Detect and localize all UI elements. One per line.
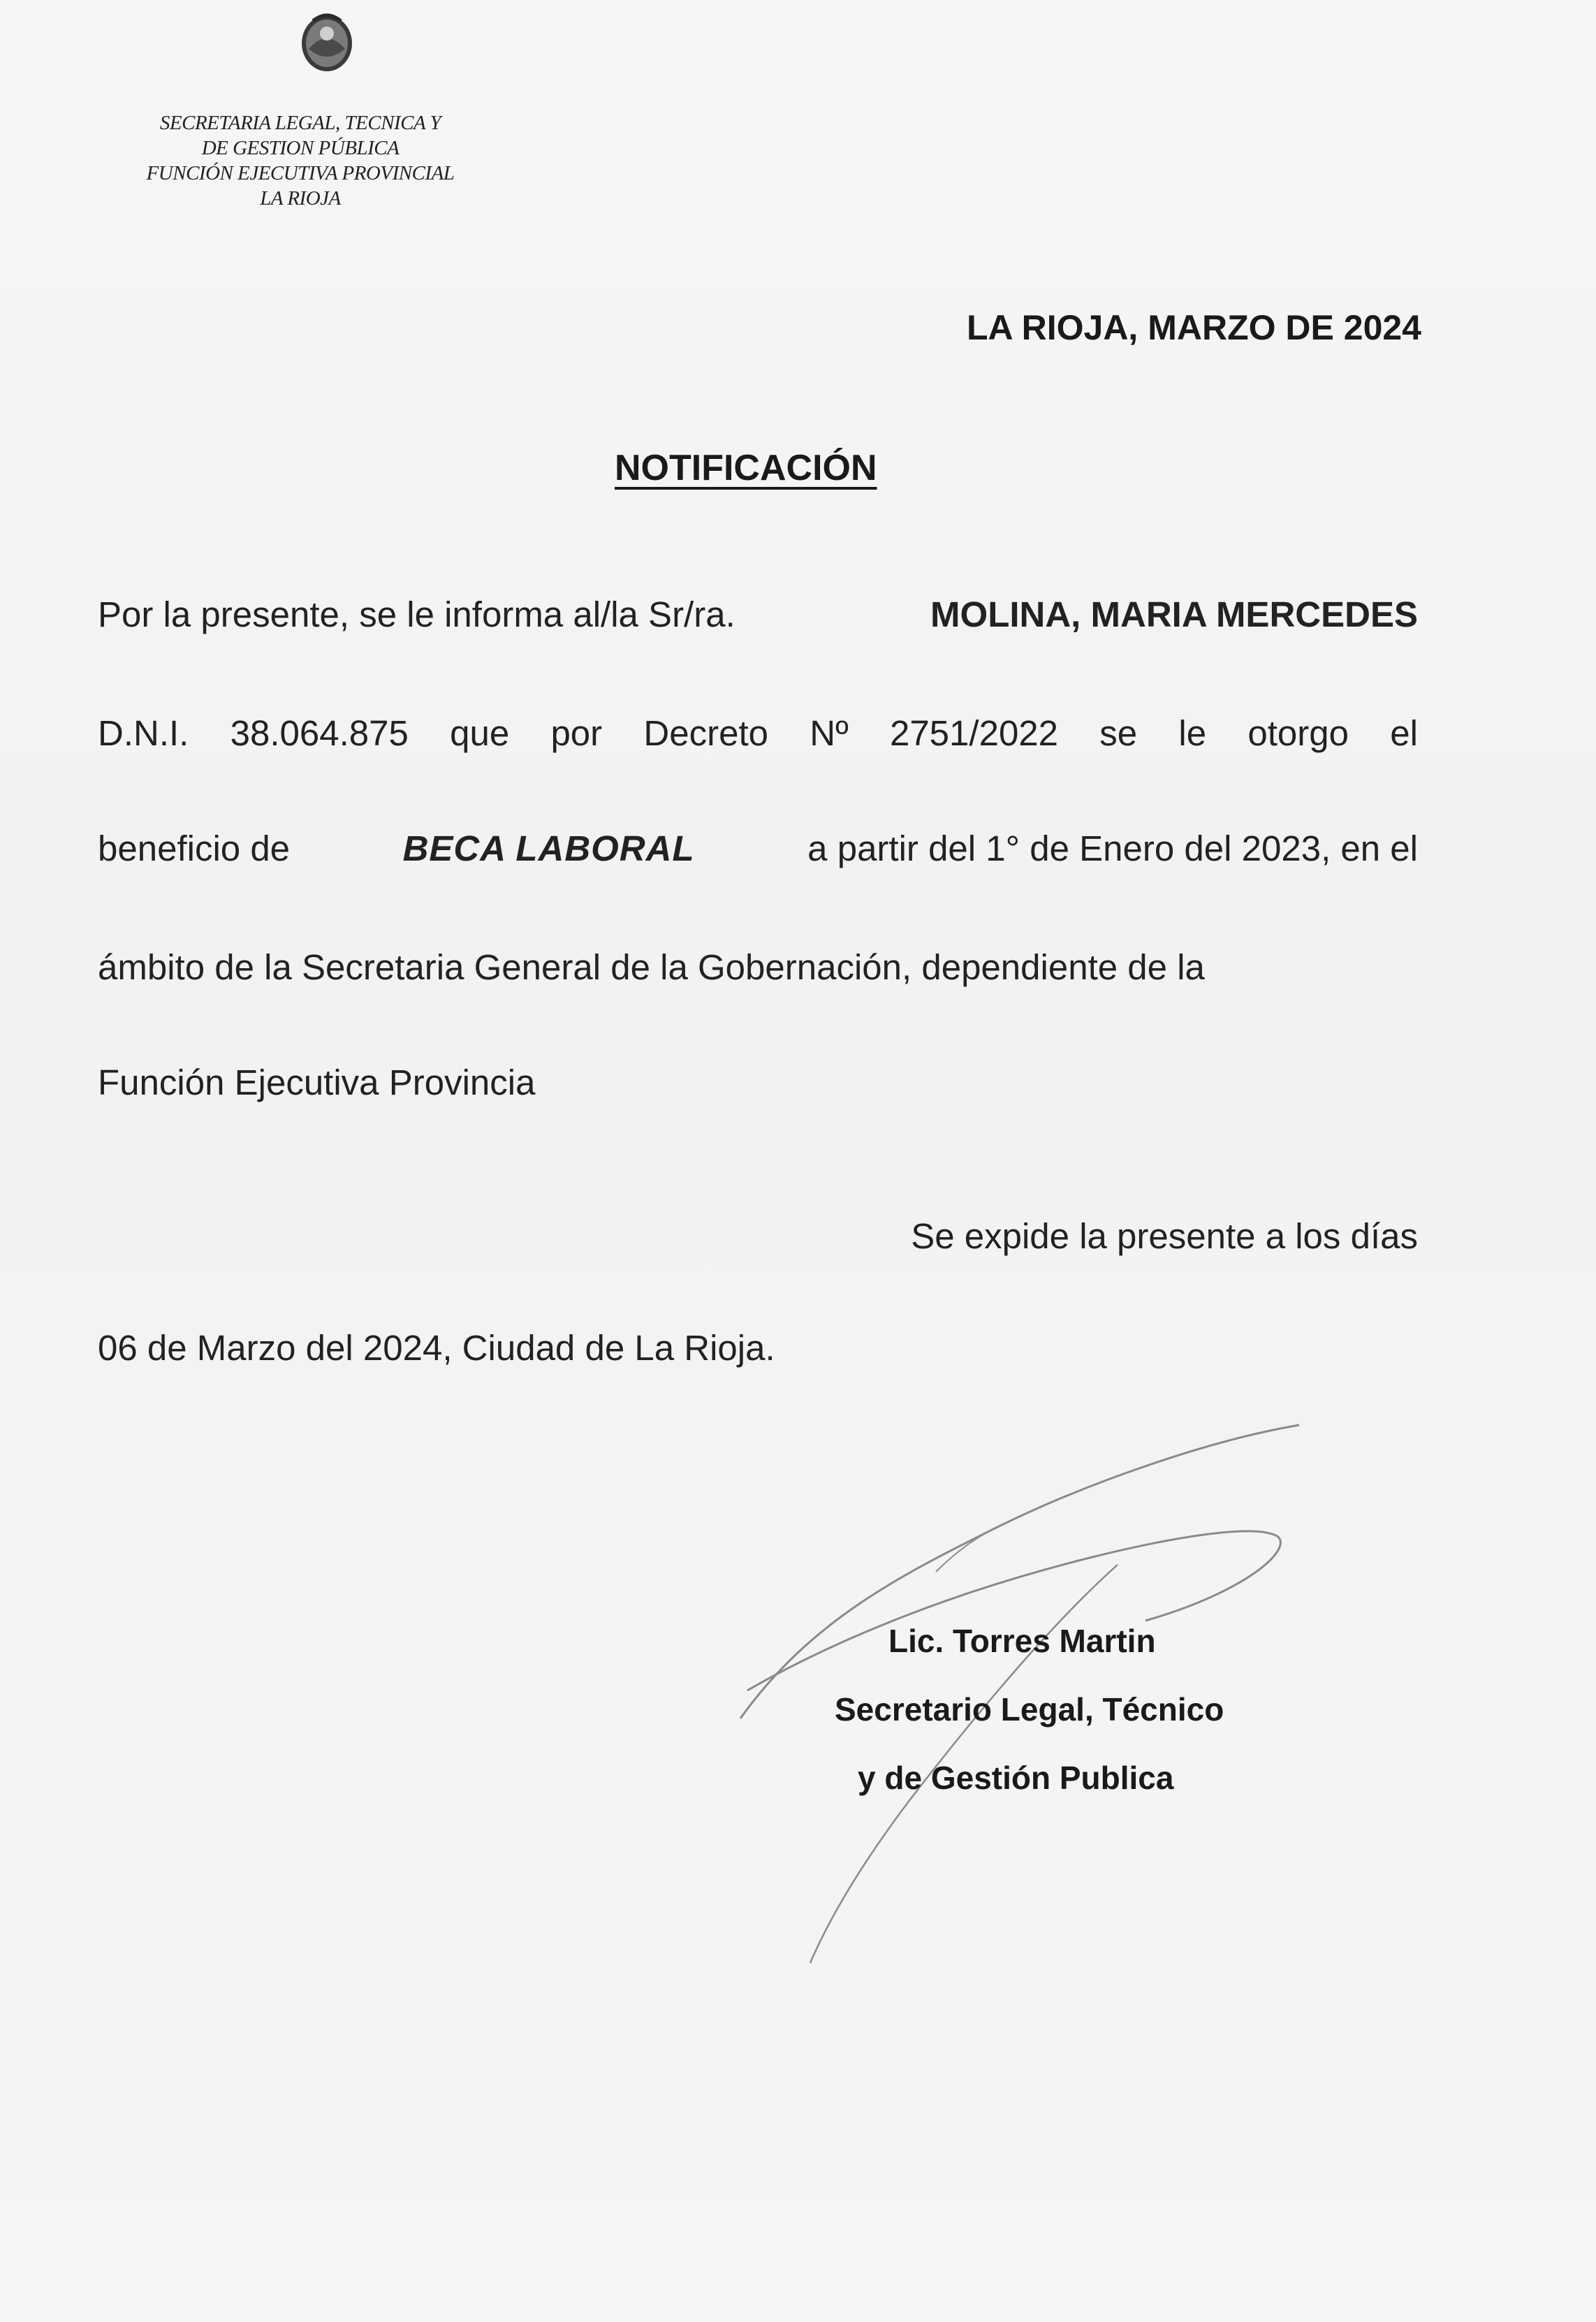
letterhead-line: SECRETARIA LEGAL, TECNICA Y <box>159 112 441 134</box>
provincial-crest-icon <box>293 0 360 75</box>
body-word: otorgo <box>1247 713 1349 753</box>
dni-number: 38.064.875 <box>230 713 409 753</box>
body-word: el <box>1390 713 1418 753</box>
letterhead-line: FUNCIÓN EJECUTIVA PROVINCIAL <box>146 162 455 184</box>
document-title: NOTIFICACIÓN <box>615 448 877 488</box>
decree-number: 2751/2022 <box>889 713 1059 753</box>
letterhead-line: LA RIOJA <box>260 187 341 210</box>
body-word: que <box>450 713 510 753</box>
body-line-4: ámbito de la Secretaria General de la Gobernación, dependiente de la <box>98 947 1205 987</box>
body-line-6: Se expide la presente a los días <box>911 1216 1418 1256</box>
body-line-5: Función Ejecutiva Provincia <box>98 1063 536 1102</box>
body-word: por <box>550 713 603 753</box>
benefit-name: BECA LABORAL <box>402 828 695 868</box>
recipient-name: MOLINA, MARIA MERCEDES <box>930 594 1418 634</box>
signatory-role-continued: y de Gestión Publica <box>858 1760 1174 1796</box>
body-intro: Por la presente, se le informa al/la Sr/ra. <box>98 594 735 634</box>
body-word: D.N.I. <box>98 713 189 753</box>
body-line-7: 06 de Marzo del 2024, Ciudad de La Rioja. <box>98 1328 775 1368</box>
signatory-name: Lic. Torres Martin <box>888 1623 1156 1659</box>
document-date: LA RIOJA, MARZO DE 2024 <box>966 308 1421 347</box>
signatory-role: Secretario Legal, Técnico <box>835 1691 1224 1728</box>
body-word: Decreto <box>643 713 768 753</box>
body-word: Nº <box>810 713 849 753</box>
letterhead <box>91 110 510 211</box>
body-word: se <box>1099 713 1138 753</box>
body-line-1 <box>98 594 1418 635</box>
body-line-3 <box>98 828 1418 869</box>
body-line-2 <box>98 713 1418 754</box>
body-word: le <box>1178 713 1207 753</box>
body-fragment: a partir del 1° de Enero del 2023, en el <box>807 828 1418 868</box>
body-fragment: beneficio de <box>98 828 291 868</box>
letterhead-line: DE GESTION PÚBLICA <box>201 137 400 159</box>
